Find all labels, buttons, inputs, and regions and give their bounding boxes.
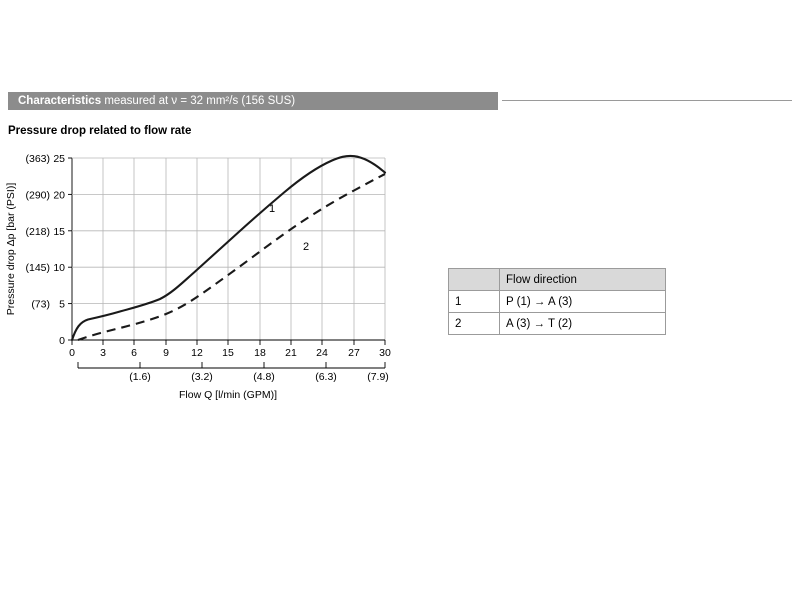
svg-text:15: 15 [53,225,65,238]
characteristics-header [8,92,792,110]
row-flow-direction: A (3) → T (2) [500,313,666,335]
svg-text:25: 25 [53,153,65,165]
chart-svg [0,140,420,410]
svg-text:20: 20 [53,189,65,202]
svg-text:6: 6 [131,347,137,359]
row-flow-direction: P (1) → A (3) [500,291,666,313]
svg-text:3: 3 [100,347,106,359]
y-axis-ticks [68,158,72,340]
table-row [449,313,666,335]
svg-text:(7.9): (7.9) [367,371,389,383]
svg-text:30: 30 [379,347,391,359]
header-band [8,92,498,110]
svg-text:18: 18 [254,347,266,359]
svg-text:27: 27 [348,347,360,359]
header-subtitle: measured at ν = 32 mm²/s (156 SUS) [104,95,296,107]
svg-text:(290): (290) [25,189,50,202]
table-header-row [449,269,666,291]
x-secondary-labels [129,371,389,383]
svg-text:12: 12 [191,347,203,359]
svg-text:(4.8): (4.8) [253,371,275,383]
series-1-curve [72,156,385,340]
svg-text:0: 0 [59,335,65,347]
svg-text:(145): (145) [25,262,50,275]
row-index: 2 [449,313,500,335]
svg-text:(3.2): (3.2) [191,371,213,383]
svg-text:21: 21 [285,347,297,359]
pressure-drop-chart [0,140,420,410]
x-tick-labels [69,347,391,359]
svg-text:9: 9 [163,347,169,359]
flow-direction-table [448,268,666,335]
header-divider [502,100,792,101]
svg-text:(218): (218) [25,225,50,238]
svg-text:15: 15 [222,347,234,359]
x-axis-title: Flow Q [l/min (GPM)] [178,389,278,401]
y-axis-title: Pressure drop Δp [bar (PSI)] [5,182,17,316]
y-secondary-labels [25,153,50,311]
svg-text:(1.6): (1.6) [129,371,151,383]
x-axis-ticks [72,340,385,345]
table-header-index [449,269,500,291]
series-2-curve [78,174,385,340]
svg-text:5: 5 [59,298,65,311]
svg-text:(73): (73) [31,298,50,311]
y-tick-labels [53,153,65,347]
header-title: Characteristics [18,95,102,107]
svg-text:0: 0 [69,347,75,359]
series-1-label: 1 [268,203,276,215]
x-secondary-axis [78,362,385,368]
svg-text:10: 10 [53,262,65,275]
series-2-label: 2 [302,241,310,253]
section-title: Pressure drop related to flow rate [8,125,192,137]
row-index: 1 [449,291,500,313]
svg-text:24: 24 [316,347,328,359]
svg-text:(363): (363) [25,153,50,165]
table-row [449,291,666,313]
svg-text:(6.3): (6.3) [315,371,337,383]
table-header-flow-direction: Flow direction [500,269,666,291]
